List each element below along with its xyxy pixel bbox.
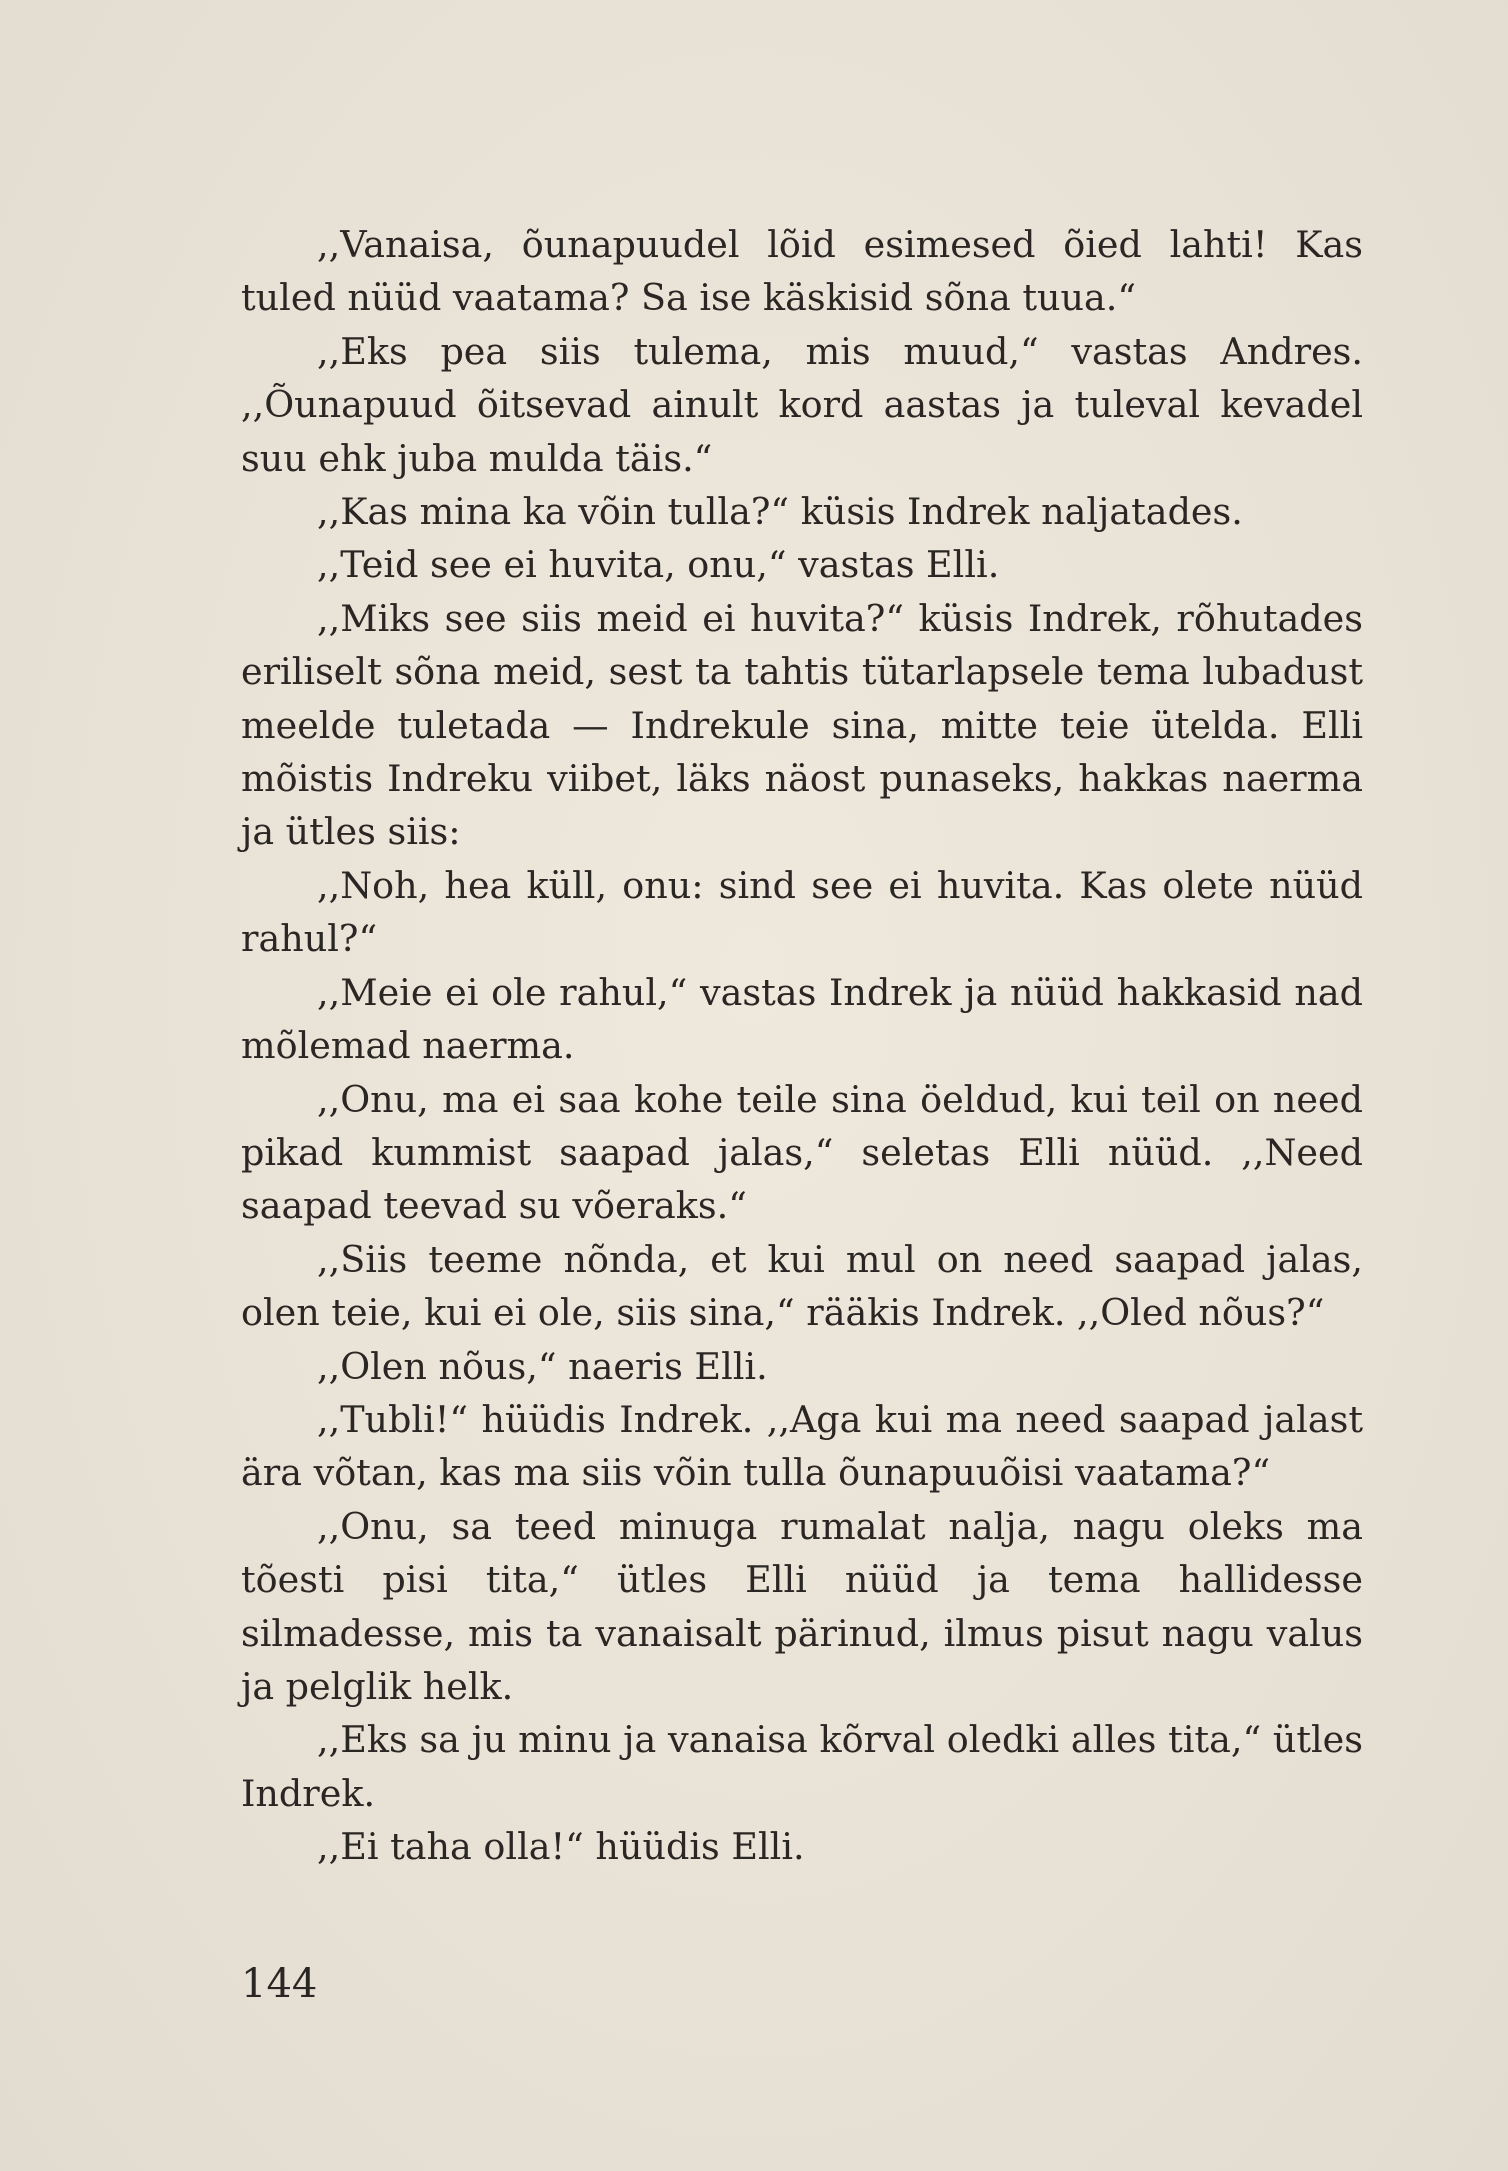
paragraph: ,,Eks sa ju minu ja vanaisa kõrval oledki alles tita,“ ütles Indrek. xyxy=(241,1718,1363,1815)
paragraph: ,,Ei taha olla!“ hüüdis Elli. xyxy=(317,1825,805,1869)
paragraph: ,,Vanaisa, õunapuudel lõid esimesed õied lahti! Kas tuled nüüd vaatama? Sa ise käskisid sõna tuua.“ xyxy=(241,223,1363,320)
paragraph: ,,Onu, ma ei saa kohe teile sina öeldud, kui teil on need pikad kummist saapad jalas,“ seletas Elli nüüd. ,,Need saapad teevad su võeraks.“ xyxy=(241,1077,1363,1228)
paragraph: ,,Tubli!“ hüüdis Indrek. ,,Aga kui ma need saapad jalast ära võtan, kas ma siis võin tulla õunapuuõisi vaatama?“ xyxy=(241,1397,1363,1495)
paragraph: ,,Eks pea siis tulema, mis muud,“ vastas Andres. ,,Õunapuud õitsevad ainult kord aastas ja tuleval kevadel suu ehk juba mulda täis.“ xyxy=(241,329,1363,480)
paragraph: ,,Kas mina ka võin tulla?“ küsis Indrek naljatades. xyxy=(317,490,1243,534)
paragraph: ,,Meie ei ole rahul,“ vastas Indrek ja nüüd hakkasid nad mõlemad naerma. xyxy=(241,970,1363,1068)
paragraph: ,,Olen nõus,“ naeris Elli. xyxy=(317,1344,768,1388)
page-number: 144 xyxy=(241,1961,318,2007)
paragraph: ,,Miks see siis meid ei huvita?“ küsis Indrek, rõhutades eriliselt sõna meid, sest ta tahtis tütarlapsele tema lubadust meelde tuletada — Indrekule sina, mitte teie ütelda. Elli mõistis Indreku viibet, läks näost punaseks, hakkas naerma ja ütles siis: xyxy=(241,596,1363,854)
paragraph: ,,Onu, sa teed minuga rumalat nalja, nagu oleks ma tõesti pisi tita,“ ütles Elli nüüd ja tema hallidesse silmadesse, mis ta vanaisalt pärinud, ilmus pisut nagu valus ja pelglik helk. xyxy=(241,1504,1363,1708)
paragraph: ,,Noh, hea küll, onu: sind see ei huvita. Kas olete nüüd rahul?“ xyxy=(241,863,1363,961)
paragraph: ,,Teid see ei huvita, onu,“ vastas Elli. xyxy=(317,543,1000,587)
paragraph: ,,Siis teeme nõnda, et kui mul on need saapad jalas, olen teie, kui ei ole, siis sina,“ rääkis Indrek. ,,Oled nõus?“ xyxy=(241,1237,1363,1335)
body-text xyxy=(241,218,1363,1874)
